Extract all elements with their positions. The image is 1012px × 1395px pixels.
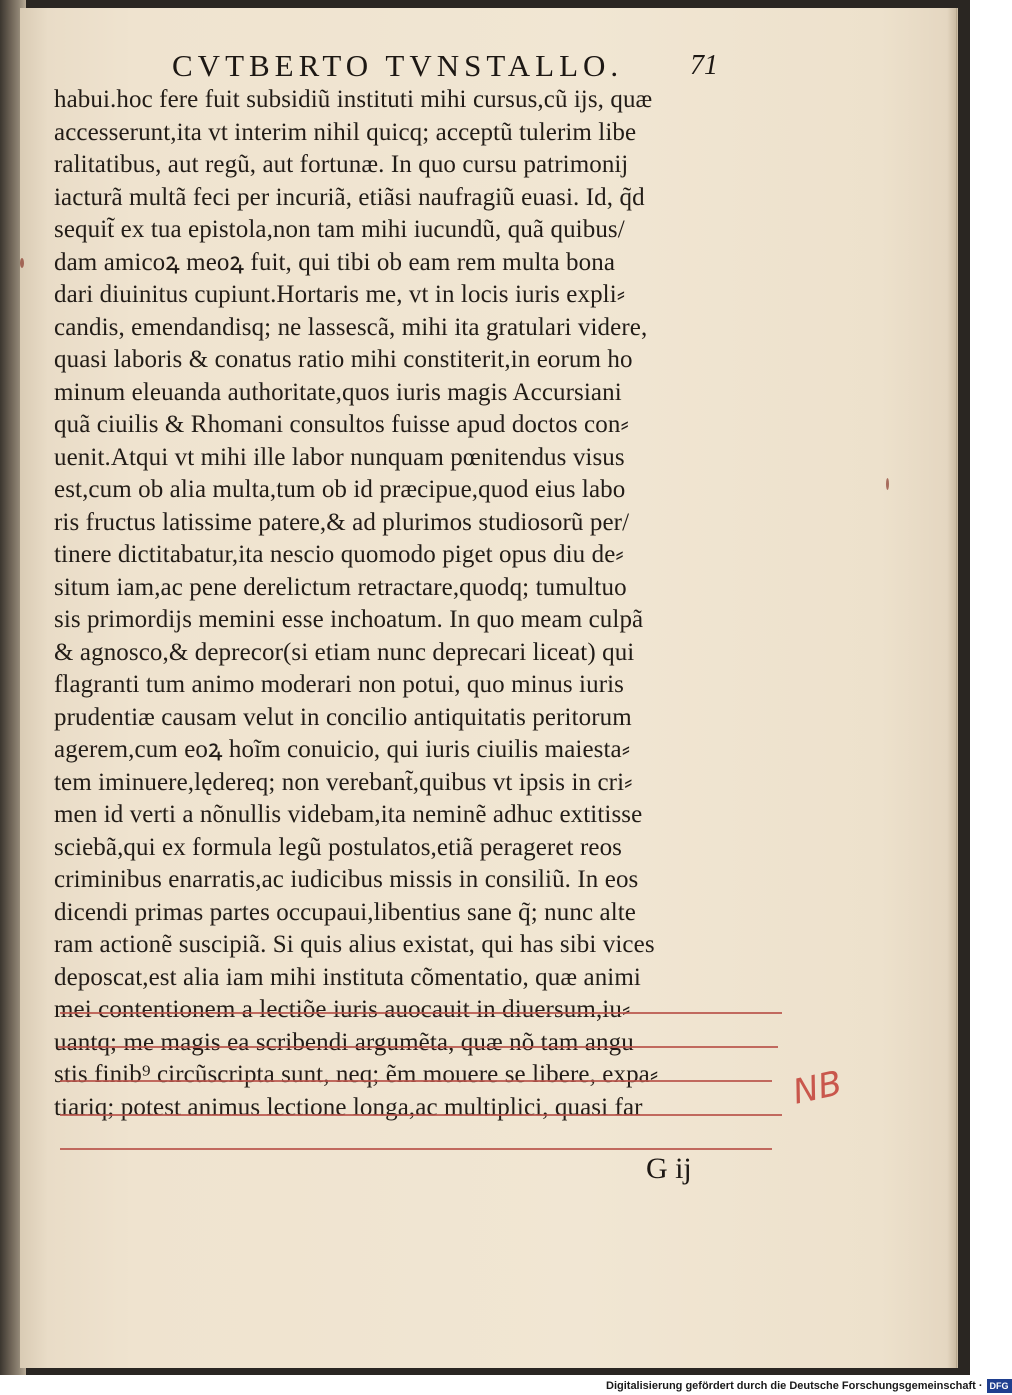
text-line: mei contentionem a lectiõe iuris auocauit in diuersum,iu⸗ xyxy=(54,996,631,1023)
text-line: deposcat,est alia iam mihi instituta cõmentatio, quæ animi xyxy=(54,963,641,991)
text-line: uenit.Atqui vt mihi ille labor nunquam pœnitendus visus xyxy=(54,443,625,471)
text-line: ram actionẽ suscipiã. Si quis alius existat, qui has sibi vices xyxy=(54,931,655,958)
text-line: dicendi primas partes occupaui,libentius sane q̃; nunc alte xyxy=(54,898,637,926)
body-text xyxy=(54,84,774,1124)
red-underline xyxy=(58,1046,778,1048)
text-line: sis primordĳs memini esse inchoatum. In quo meam culpã xyxy=(54,606,644,633)
text-line: quasi laboris & conatus ratio mihi constiterit,in eorum ho xyxy=(54,346,633,373)
margin-annotation-nb: NB xyxy=(789,1063,846,1113)
text-line: criminibus enarratis,ac iudicibus missis in consiliũ. In eos xyxy=(54,866,639,893)
text-line: ralitatibus, aut regũ, aut fortunæ. In quo cursu patrimonĳ xyxy=(54,151,629,178)
text-line: uantq; me magis ea scribendi argumẽta, quæ nõ tam angu xyxy=(54,1028,634,1056)
page-edge-shadow xyxy=(947,8,957,1368)
text-line: minum eleuanda authoritate,quos iuris magis Accursiani xyxy=(54,378,622,406)
text-line: iacturã multã feci per incuriã, etiãsi naufragiũ euasi. Id, q̃d xyxy=(54,183,645,211)
text-line: candis, emendandisq; ne lassescã, mihi ita gratulari videre, xyxy=(54,313,648,341)
text-line: quã ciuilis & Rhomani consultos fuisse apud doctos con⸗ xyxy=(54,411,629,438)
text-line: dam amicoꝝ meoꝝ fuit, qui tibi ob eam rem multa bona xyxy=(54,248,616,276)
red-underline xyxy=(60,1080,772,1082)
digitization-credit xyxy=(606,1378,1012,1394)
text-line: men id verti a nõnullis videbam,ita neminẽ adhuc extitisse xyxy=(54,801,643,828)
text-line: flagranti tum animo moderari non potui, quo minus iuris xyxy=(54,671,625,698)
red-underline xyxy=(60,1148,772,1150)
running-head xyxy=(50,38,750,88)
text-line: prudentiæ causam velut in concilio antiquitatis peritorum xyxy=(54,703,632,731)
text-line: tem iminuere,lędereq; non verebant̃,quibus vt ipsis in cri⸗ xyxy=(54,768,633,796)
red-underline xyxy=(60,1114,782,1116)
text-line: dari diuinitus cupiunt.Hortaris me, vt in locis iuris expli⸗ xyxy=(54,281,626,308)
text-line: & agnosco,& deprecor(si etiam nunc deprecari liceat) qui xyxy=(54,638,635,666)
text-line: sciebã,qui ex formula legũ postulatos,etiã perageret reos xyxy=(54,833,622,861)
signature-mark: G ĳ xyxy=(646,1152,692,1185)
credit-text: Digitalisierung gefördert durch die Deutsche Forschungsgemeinschaft · xyxy=(606,1380,983,1392)
book-page xyxy=(20,8,958,1368)
text-line: stis finib⁹ circũscripta sunt, neq; ẽm mouere se libere, expa⸗ xyxy=(54,1061,659,1088)
text-line: sequit̃ ex tua epistola,non tam mihi iucundũ, quã quibus/ xyxy=(54,216,625,243)
ink-speck xyxy=(20,258,24,268)
running-title: CVTBERTO TVNSTALLO. xyxy=(172,48,624,83)
text-line: agerem,cum eoꝝ hoĩm conuicio, qui iuris ciuilis maiesta⸗ xyxy=(54,736,631,763)
red-underline xyxy=(60,1012,782,1014)
folio-number: 71 xyxy=(690,50,718,81)
text-line: tiariq; potest animus lectione longa,ac multiplici, quasi far xyxy=(54,1093,643,1121)
text-line: ris fructus latissime patere,& ad plurimos studiosorũ per/ xyxy=(54,508,630,536)
text-line: est,cum ob alia multa,tum ob id præcipue,quod eius labo xyxy=(54,476,626,503)
text-line: tinere dictitabatur,ita nescio quomodo piget opus diu de⸗ xyxy=(54,541,624,568)
dfg-logo-icon: DFG xyxy=(987,1379,1012,1393)
text-line: accesserunt,ita vt interim nihil quicq; acceptũ tulerim libe xyxy=(54,118,637,146)
ink-speck xyxy=(886,478,889,490)
text-line: situm iam,ac pene derelictum retractare,quodq; tumultuo xyxy=(54,573,627,601)
text-line: habui.hoc fere fuit subsidiũ instituti mihi cursus,cũ ĳs, quæ xyxy=(54,86,653,113)
